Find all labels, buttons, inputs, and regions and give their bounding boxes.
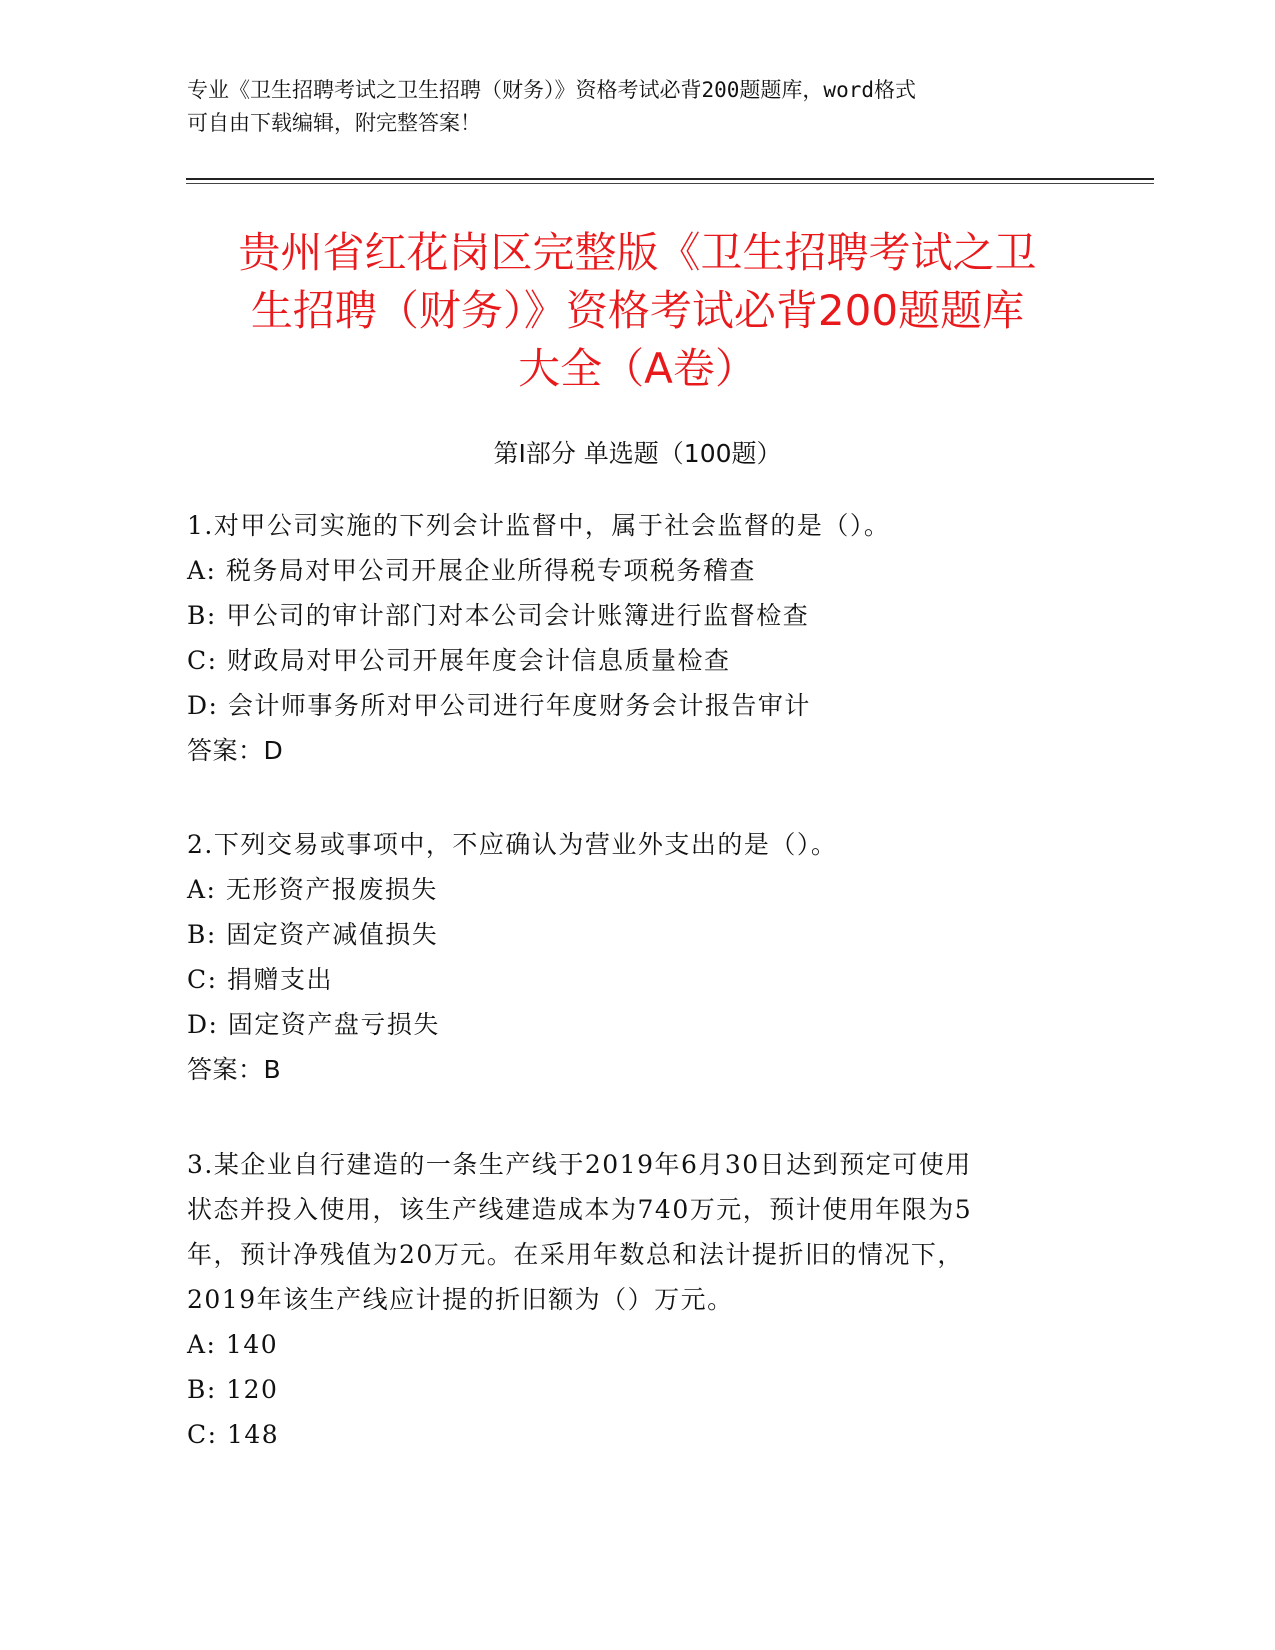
header-note-line-1: 专业《卫生招聘考试之卫生招聘（财务）》资格考试必背200题题库，word格式: [187, 78, 916, 102]
option-d: D: 固定资产盘亏损失: [187, 1010, 440, 1039]
option-a: A: 140: [187, 1330, 279, 1359]
header-rule-thin: [186, 183, 1154, 184]
option-d: D: 会计师事务所对甲公司进行年度财务会计报告审计: [187, 691, 811, 720]
question-stem-line-4: 2019年该生产线应计提的折旧额为（）万元。: [187, 1285, 734, 1314]
option-a: A: 税务局对甲公司开展企业所得税专项税务稽查: [187, 556, 756, 585]
document-title: [160, 224, 1115, 398]
option-a: A: 无形资产报废损失: [187, 875, 438, 904]
answer-line: 答案：D: [187, 736, 284, 765]
question-stem-line-2: 状态并投入使用，该生产线建造成本为740万元，预计使用年限为5: [187, 1195, 973, 1224]
question-stem: 2.下列交易或事项中，不应确认为营业外支出的是（）。: [187, 830, 838, 859]
question-stem-line-3: 年，预计净残值为20万元。在采用年数总和法计提折旧的情况下，: [187, 1240, 964, 1269]
header-note: [187, 74, 1067, 140]
question-stem: 1.对甲公司实施的下列会计监督中，属于社会监督的是（）。: [187, 511, 891, 540]
question-1: [187, 503, 1067, 773]
question-3: [187, 1142, 1067, 1457]
header-rule-thick: [186, 178, 1154, 180]
section-heading: 第Ⅰ部分 单选题（100题）: [493, 439, 782, 468]
question-stem-line-1: 3.某企业自行建造的一条生产线于2019年6月30日达到预定可使用: [187, 1150, 972, 1179]
title-line-3: 大全（A卷）: [518, 344, 757, 393]
option-c: C: 捐赠支出: [187, 965, 333, 994]
title-line-2: 生招聘（财务）》资格考试必背200题题库: [250, 286, 1025, 335]
question-2: [187, 822, 1067, 1092]
option-c: C: 财政局对甲公司开展年度会计信息质量检查: [187, 646, 731, 675]
title-line-1: 贵州省红花岗区完整版《卫生招聘考试之卫: [238, 228, 1037, 277]
answer-line: 答案：B: [187, 1055, 282, 1084]
header-note-line-2: 可自由下载编辑，附完整答案！: [187, 111, 481, 135]
option-b: B: 甲公司的审计部门对本公司会计账簿进行监督检查: [187, 601, 810, 630]
option-b: B: 固定资产减值损失: [187, 920, 439, 949]
option-b: B: 120: [187, 1375, 279, 1404]
option-c: C: 148: [187, 1420, 280, 1449]
